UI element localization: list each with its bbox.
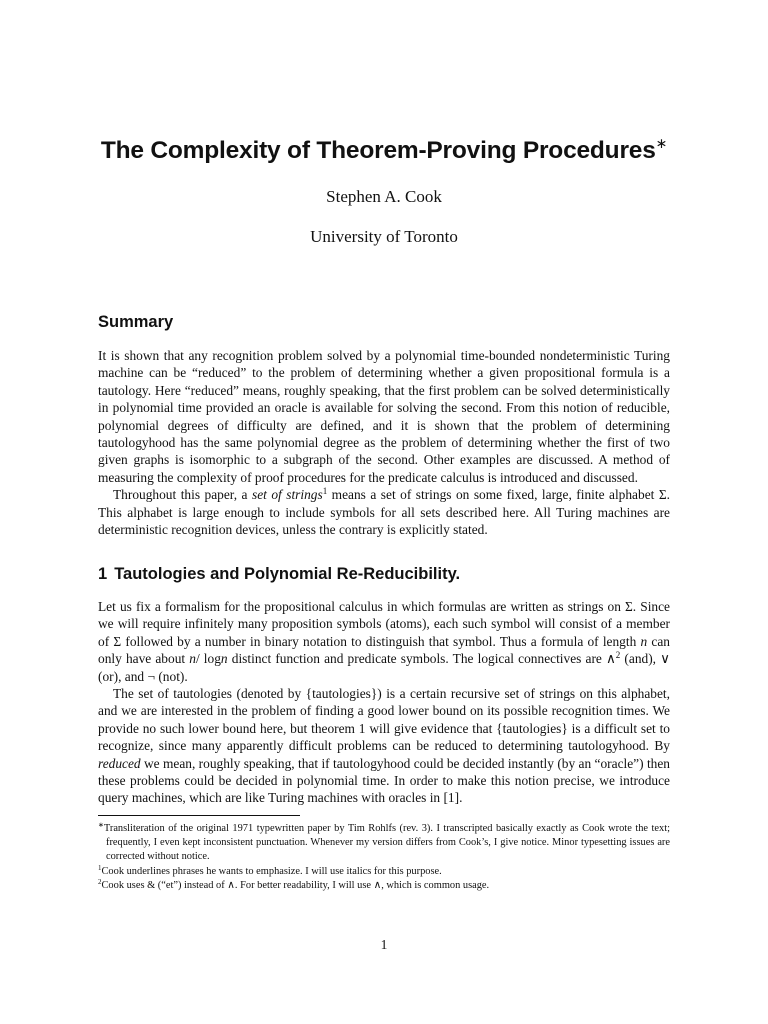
author-affiliation: University of Toronto [310, 227, 458, 246]
summary-paragraph-1: It is shown that any recognition problem solved by a polynomial time-bounded nondeterministic Turing machine can be “reduced” to the problem of determining whether a given propositional formula is a tautology. Here “reduced” means, roughly speaking, that the first problem can be solved deterministically in polynomial time provided an oracle is available for solving the second. From this notion of reducible, polynomial degrees of difficulty are defined, and it is shown that the problem of determining tautologyhood has the same polynomial degree as the problem of determining whether the first of two given graphs is isomorphic to a subgraph of the second. Other examples are discussed. A method of measuring the complexity of proof procedures for the predicate calculus is introduced and discussed. [98, 348, 670, 485]
section-1-paragraph-1: Let us fix a formalism for the propositional calculus in which formulas are written as strings on Σ. Since we will require infinitely many proposition symbols (atoms), each such symbol will consist of a member of Σ followed by a number in binary notation to distinguish that symbol. Thus a formula of length n can only have about n/ logn distinct function and predicate symbols. The logical connectives are ∧$^2$ (and), ∨ (or), and ¬ (not). [98, 599, 671, 684]
paper-title: The Complexity of Theorem-Proving Procedures∗ [100, 137, 668, 164]
footnote: $^1$Cook underlines phrases he wants to emphasize. I will use italics for this purpose. [98, 863, 442, 877]
section-1-body [98, 598, 670, 807]
footnote: ∗Transliteration of the original 1971 typewritten paper by Tim Rohlfs (rev. 3). I transcripted basically exactly as Cook wrote the text; frequently, I even kept inconsistent punctuation. Whenever my version differs from Cook’s, I give notice. Minor typesetting issues are corrected without notice. [98, 821, 670, 863]
footnote-divider [98, 815, 300, 816]
footnote-ref-1: 1 [322, 486, 328, 497]
footnote: $^2$Cook uses & (“et”) instead of ∧. For better readability, I will use ∧, which is common usage. [98, 877, 490, 891]
section-1-heading [98, 565, 460, 584]
page-number: 1 [380, 937, 388, 952]
author-name: Stephen A. Cook [326, 187, 442, 206]
title-footnote-mark: ∗ [655, 137, 668, 152]
section-number: 1 [98, 565, 108, 583]
section-1-paragraph-2: The set of tautologies (denoted by {tautologies}) is a certain recursive set of strings on this alphabet, and we are interested in the problem of finding a good lower bound on its possible recognition times. We provide no such lower bound here, but theorem 1 will give evidence that {tautologies} is a difficult set to recognize, since many apparently difficult problems can be reduced to determining tautologyhood. By reduced we mean, roughly speaking, that if tautologyhood could be decided instantly (by an “oracle”) then these problems could be decided in polynomial time. In order to make this notion precise, we introduce query machines, which are like Turing machines with oracles in [1]. [98, 686, 670, 806]
summary-body [98, 347, 670, 538]
summary-paragraph-2: Throughout this paper, a set of strings$^1$ means a set of strings on some fixed, large, finite alphabet Σ. This alphabet is large enough to include symbols for all sets described here. All Turing machines are deterministic recognition devices, unless the contrary is explicitly stated. [98, 486, 670, 538]
footnote-ref-2: 2 [615, 650, 621, 661]
footnotes [98, 822, 670, 893]
section-title: Tautologies and Polynomial Re-Reducibility. [114, 565, 461, 583]
summary-heading: Summary [98, 313, 174, 331]
